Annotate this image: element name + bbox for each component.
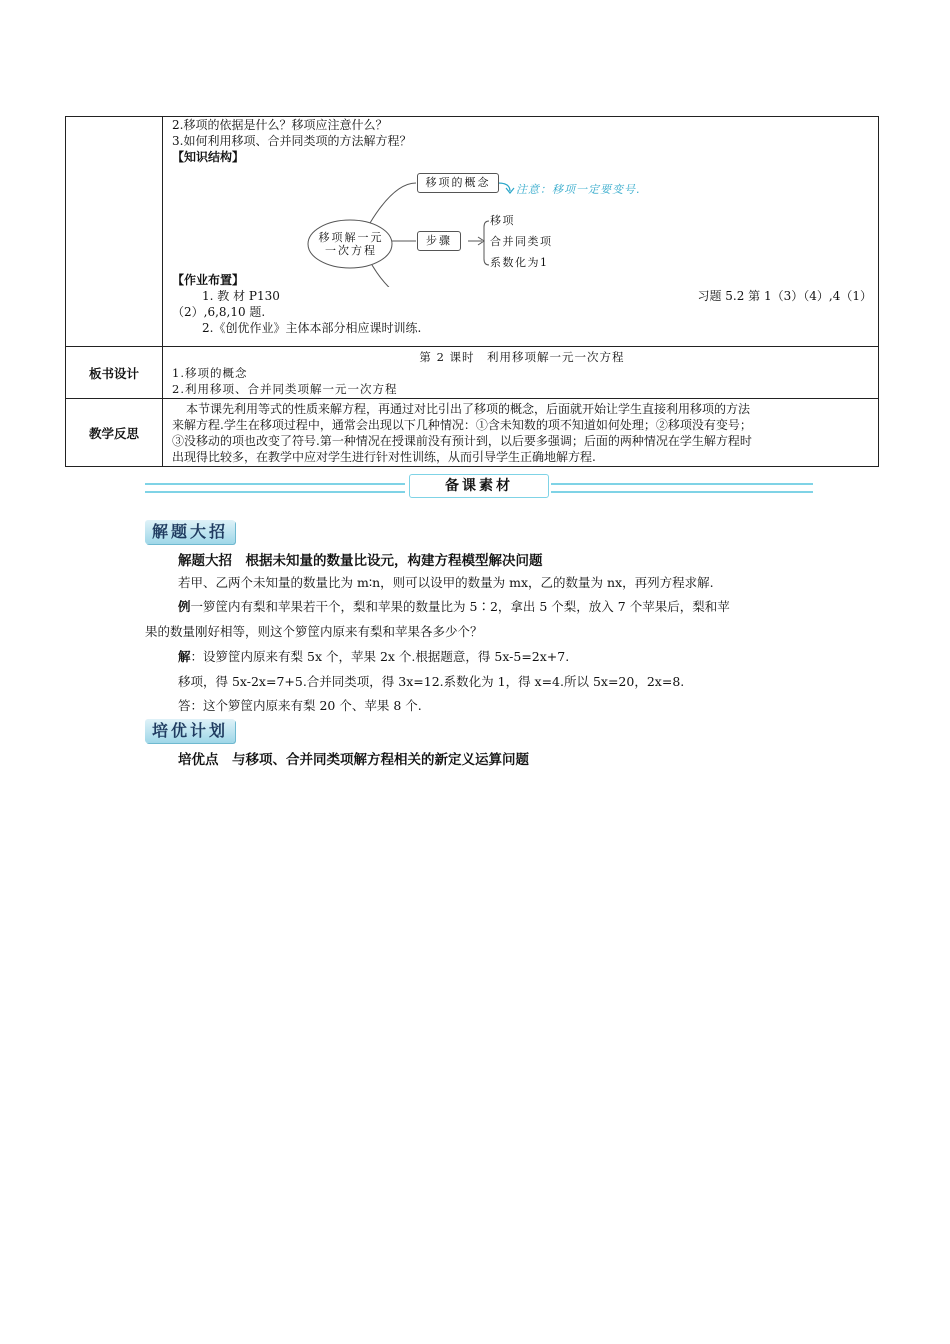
board-design-label: 板书设计 <box>66 347 163 399</box>
board-item-1: 1.移项的概念 <box>172 366 248 380</box>
step-3: 系数化为1 <box>490 256 549 269</box>
reflection-line-2: 来解方程.学生在移项过程中，通常会出现以下几种情况：①含未知数的项不知道如何处理；②移项没有变号； <box>172 418 752 432</box>
mind-map-branch-concept: 移项的概念 <box>417 173 499 193</box>
step-2: 合并同类项 <box>490 235 553 248</box>
homework-line-1 <box>172 288 872 304</box>
homework-heading: 【作业布置】 <box>172 273 245 287</box>
banner-title: 备课素材 <box>409 474 549 498</box>
tips-intro: 若甲、乙两个未知量的数量比为 m∶n，则可以设甲的数量为 mx，乙的数量为 nx，再列方程求解. <box>178 575 714 590</box>
reflection-line-3: ③没移动的项也改变了符号.第一种情况在授课前没有预计到，以后要多强调；后面的两种情况在学生解方程时 <box>172 434 752 448</box>
lesson-plan-table <box>65 116 879 467</box>
reflection-content <box>163 399 879 467</box>
reflection-label: 教学反思 <box>66 399 163 467</box>
knowledge-heading: 【知识结构】 <box>172 150 245 164</box>
example-label: 例 <box>178 599 191 614</box>
tips-heading: 解题大招 根据未知量的数量比设元，构建方程模型解决问题 <box>178 553 543 569</box>
step-1: 移项 <box>490 214 515 227</box>
mind-map-note: 注意：移项一定要变号. <box>516 183 641 196</box>
solution-label: 解 <box>178 649 191 664</box>
mind-map-center: 移项解一元一次方程 <box>318 231 384 257</box>
solution-line-2: 移项，得 5x-2x=7+5.合并同类项，得 3x=12.系数化为 1，得 x=4.所以 5x=20，2x=8. <box>178 674 685 689</box>
answer-line: 答：这个箩筐内原来有梨 20 个、苹果 8 个. <box>178 698 422 713</box>
question-2: 2.移项的依据是什么？移项应注意什么？ <box>172 118 388 132</box>
mind-map <box>172 165 872 287</box>
example-text-1: 一箩筐内有梨和苹果若干个，梨和苹果的数量比为 5∶2，拿出 5 个梨，放入 7 个苹果后，梨和苹 <box>190 599 730 614</box>
reflection-line-1: 本节课先利用等式的性质来解方程，再通过对比引出了移项的概念，后面就开始让学生直接利用移项的方法 <box>186 402 751 416</box>
advanced-heading: 培优点 与移项、合并同类项解方程相关的新定义运算问题 <box>178 752 529 768</box>
homework-line-3: 2.《创优作业》主体本部分相应课时训练. <box>202 321 422 335</box>
mind-map-branch-steps: 步骤 <box>417 231 461 251</box>
banner-bar-left <box>145 483 405 493</box>
homework-line-2: （2）,6,8,10 题. <box>172 305 266 319</box>
board-title: 第 2 课时 利用移项解一元一次方程 <box>419 350 625 364</box>
reflection-line-4: 出现得比较多，在教学中应对学生进行针对性训练，从而引导学生正确地解方程. <box>172 450 596 464</box>
section-tag-tips: 解题大招 <box>145 520 235 544</box>
solution-line-1 <box>178 649 569 665</box>
homework-exercise: 习题 5.2 第 1（3）（4）,4（1） <box>697 289 872 303</box>
section-tag-advanced: 培优计划 <box>145 719 235 743</box>
example-line-2: 果的数量刚好相等，则这个箩筐内原来有梨和苹果各多少个？ <box>145 624 483 639</box>
board-design-content <box>163 347 879 399</box>
banner-bar-right <box>551 483 813 493</box>
mind-map-steps <box>490 210 553 273</box>
section-banner <box>145 474 813 498</box>
board-item-2: 2.利用移项、合并同类项解一元一次方程 <box>172 382 398 396</box>
row1-label <box>66 117 163 347</box>
question-3: 3.如何利用移项、合并同类项的方法解方程？ <box>172 134 412 148</box>
solution-text-1: ：设箩筐内原来有梨 5x 个，苹果 2x 个.根据题意，得 5x-5=2x+7. <box>190 649 570 664</box>
example-line-1 <box>178 599 730 615</box>
homework-textbook: 1. 教 材 P130 <box>202 289 280 303</box>
row1-content <box>163 117 879 347</box>
